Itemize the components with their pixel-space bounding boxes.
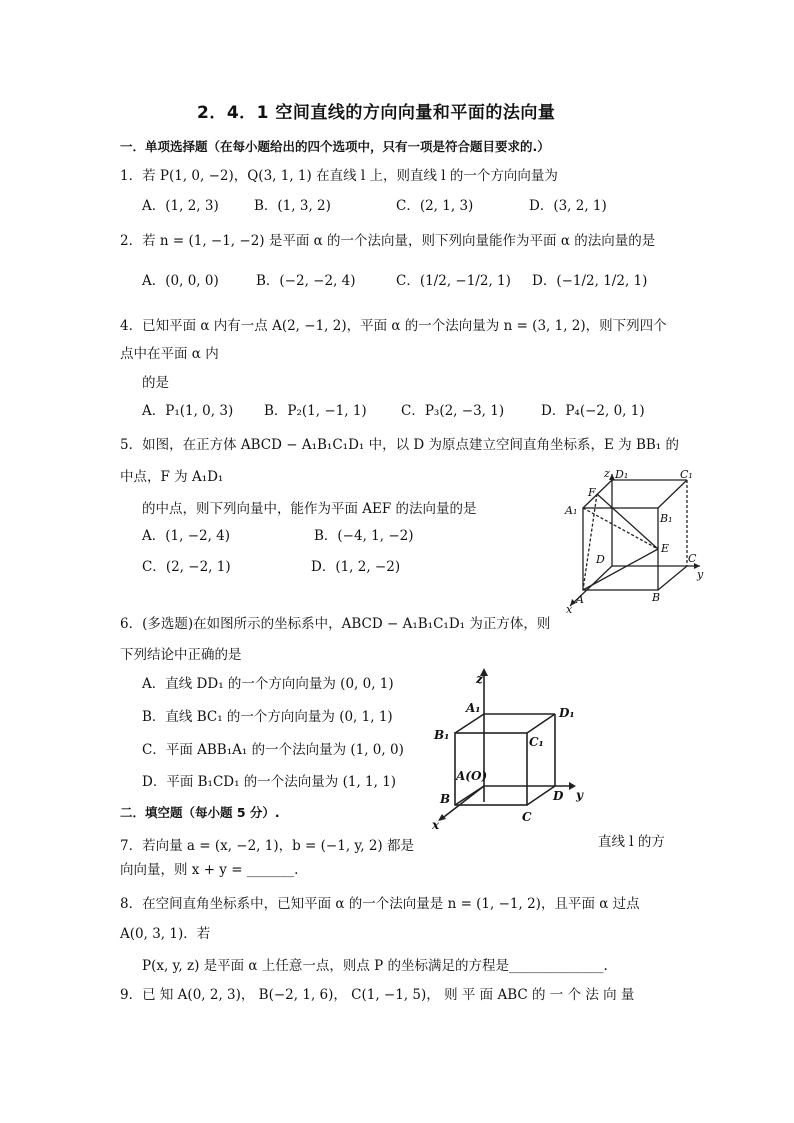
question-5-option-d: D．(1, 2, −2) bbox=[311, 559, 401, 575]
question-8-line-1: 8．在空间直角坐标系中，已知平面 α 的一个法向量是 n = (1, −1, 2)，且平面 α 过点 bbox=[120, 896, 640, 912]
q5-label-c1: C₁ bbox=[680, 468, 693, 481]
question-2-option-c: C．(1/2, −1/2, 1) bbox=[396, 273, 511, 289]
q6-label-y: y bbox=[576, 788, 583, 802]
q5-label-c: C bbox=[688, 552, 697, 565]
question-5-option-b: B．(−4, 1, −2) bbox=[314, 528, 414, 544]
question-5-cube-figure bbox=[556, 462, 706, 614]
question-6-option-c: C．平面 ABB₁A₁ 的一个法向量为 (1, 0, 0) bbox=[142, 742, 404, 758]
q6-label-z: z bbox=[476, 672, 483, 686]
question-1-stem: 1．若 P(1, 0, −2)，Q(3, 1, 1) 在直线 l 上，则直线 l 的一个方向向量为 bbox=[120, 168, 558, 184]
q5-label-b: B bbox=[652, 591, 661, 604]
q5-label-a1: A₁ bbox=[565, 504, 578, 517]
question-8-line-3: P(x, y, z) 是平面 α 上任意一点，则点 P 的坐标满足的方程是______________. bbox=[142, 958, 608, 974]
question-2-option-a: A．(0, 0, 0) bbox=[142, 273, 219, 289]
question-5-line-3: 的中点，则下列向量中，能作为平面 AEF 的法向量的是 bbox=[142, 501, 477, 517]
q6-label-a-origin: A(O) bbox=[456, 769, 488, 783]
q6-label-b1: B₁ bbox=[434, 728, 450, 742]
q6-label-a1: A₁ bbox=[466, 701, 481, 715]
q5-label-x: x bbox=[566, 603, 573, 614]
question-1-option-d: D．(3, 2, 1) bbox=[529, 198, 607, 214]
question-1-option-c: C．(2, 1, 3) bbox=[396, 198, 474, 214]
question-6-option-a: A．直线 DD₁ 的一个方向向量为 (0, 0, 1) bbox=[142, 676, 394, 692]
q6-label-c: C bbox=[522, 810, 532, 824]
question-2-option-d: D．(−1/2, 1/2, 1) bbox=[532, 273, 648, 289]
question-6-line-2: 下列结论中正确的是 bbox=[120, 647, 242, 663]
question-5-line-2: 中点，F 为 A₁D₁ bbox=[120, 469, 224, 485]
question-5-line-1: 5．如图，在正方体 ABCD − A₁B₁C₁D₁ 中，以 D 为原点建立空间直角坐标系，E 为 BB₁ 的 bbox=[120, 437, 679, 453]
section-heading-single-choice: 一．单项选择题（在每小题给出的四个选项中，只有一项是符合题目要求的.） bbox=[120, 139, 550, 154]
page-title: 2．4．1 空间直线的方向向量和平面的法向量 bbox=[197, 103, 556, 123]
q5-label-a: A bbox=[576, 593, 584, 606]
question-2-stem: 2．若 n = (1, −1, −2) 是平面 α 的一个法向量，则下列向量能作为平面 α 的法向量的是 bbox=[120, 233, 656, 249]
q5-label-d1: D₁ bbox=[615, 468, 629, 481]
q5-label-z: z bbox=[604, 467, 610, 480]
q5-label-b1: B₁ bbox=[660, 512, 673, 525]
question-4-option-b: B．P₂(1, −1, 1) bbox=[264, 403, 367, 419]
question-8-line-2: A(0, 3, 1)．若 bbox=[120, 926, 211, 942]
q5-label-d: D bbox=[596, 553, 605, 566]
question-4-option-d: D．P₄(−2, 0, 1) bbox=[541, 403, 645, 419]
q6-label-b: B bbox=[440, 792, 451, 806]
question-6-cube-figure bbox=[428, 662, 598, 830]
question-4-line-2: 点中在平面 α 内 bbox=[120, 346, 219, 362]
question-9-line-1: 9．已 知 A(0, 2, 3)， B(−2, 1, 6)， C(1, −1, 5)， 则 平 面 ABC 的 一 个 法 向 量 bbox=[120, 987, 635, 1003]
question-7-line-1: 7．若向量 a = (x, −2, 1)，b = (−1, y, 2) 都是 bbox=[120, 838, 414, 854]
question-4-line-1: 4．已知平面 α 内有一点 A(2, −1, 2)，平面 α 的一个法向量为 n = (3, 1, 2)，则下列四个 bbox=[120, 318, 667, 334]
question-7-line-1-right: 直线 l 的方 bbox=[598, 834, 665, 850]
question-6-option-b: B．直线 BC₁ 的一个方向向量为 (0, 1, 1) bbox=[142, 709, 393, 725]
question-1-option-b: B．(1, 3, 2) bbox=[254, 198, 331, 214]
question-5-option-c: C．(2, −2, 1) bbox=[142, 559, 231, 575]
q6-label-d1: D₁ bbox=[559, 706, 575, 720]
q5-label-y: y bbox=[697, 568, 704, 581]
q6-label-x: x bbox=[432, 818, 440, 830]
q5-label-f: F bbox=[588, 486, 596, 499]
question-2-option-b: B．(−2, −2, 4) bbox=[256, 273, 356, 289]
question-4-option-c: C．P₃(2, −3, 1) bbox=[401, 403, 505, 419]
question-6-line-1: 6．(多选题)在如图所示的坐标系中，ABCD − A₁B₁C₁D₁ 为正方体，则 bbox=[120, 616, 551, 632]
q6-label-c1: C₁ bbox=[529, 735, 544, 749]
question-1-option-a: A．(1, 2, 3) bbox=[142, 198, 219, 214]
question-4-line-3: 的是 bbox=[142, 375, 169, 391]
question-5-option-a: A．(1, −2, 4) bbox=[142, 528, 231, 544]
q5-label-e: E bbox=[661, 542, 670, 555]
question-6-option-d: D．平面 B₁CD₁ 的一个法向量为 (1, 1, 1) bbox=[142, 774, 397, 790]
question-7-line-2: 向向量，则 x + y = _______. bbox=[120, 862, 299, 878]
section-heading-fill-blank: 二．填空题（每小题 5 分）. bbox=[120, 805, 280, 820]
question-4-option-a: A．P₁(1, 0, 3) bbox=[142, 403, 234, 419]
q6-label-d: D bbox=[553, 789, 564, 803]
